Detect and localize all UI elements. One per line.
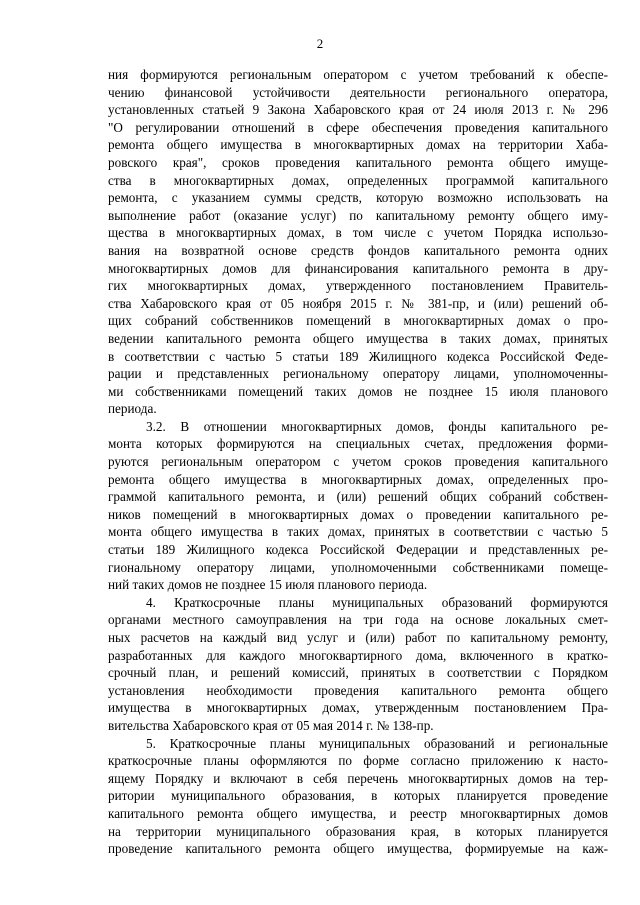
paragraph-4 <box>108 594 608 735</box>
text-line: монта которых формируются на специальных счетах, предложения форми- <box>108 436 608 452</box>
text-line: ния формируются региональным оператором с учетом требований к обеспе- <box>108 67 608 82</box>
text-line: руются региональным оператором с учетом сроков проведения капитального <box>108 454 608 470</box>
text-line: рации и представленных региональному оператору лицами, уполномоченны- <box>108 366 608 382</box>
text-line: разработанных для каждого многоквартирного дома, включенного в кратко- <box>108 647 608 663</box>
text-line: выполнение работ (оказание услуг) по капитальному ремонту общего иму- <box>108 207 608 223</box>
text-line: ритории муниципального образования, в которых планируется проведение <box>108 788 608 804</box>
text-line: ства в многоквартирных домах, определенных программой капитального <box>108 172 608 188</box>
text-line: гих многоквартирных домах, утвержденного постановлением Правитель- <box>108 278 608 294</box>
text-line: 3.2. В отношении многоквартирных домов, фонды капитального ре- <box>146 418 608 434</box>
paragraph-5 <box>108 735 608 858</box>
text-line: проведение капитального ремонта общего имущества, формируемые на каж- <box>108 841 608 857</box>
text-line: ровского края", сроков проведения капитального ремонта общего имуще- <box>108 154 608 170</box>
text-line: вительства Хабаровского края от 05 мая 2014 г. № 138-пр. <box>108 717 434 733</box>
text-line: ящему Порядку и включают в себя перечень многоквартирных домов на тер- <box>108 770 608 786</box>
text-line: установления необходимости проведения капитального ремонта общего <box>108 682 608 698</box>
text-line: краткосрочные планы оформляются по форме согласно приложению к насто- <box>108 753 608 769</box>
text-line: монта общего имущества в таких домах, принятых в соответствии с частью 5 <box>108 524 608 540</box>
text-line: ремонта общего имущества в многоквартирных домах, определенных про- <box>108 471 608 487</box>
text-line: ремонта общего имущества в многоквартирных домах на территории Хаба- <box>108 137 608 153</box>
page-number: 2 <box>316 36 324 51</box>
text-line: в соответствии с частью 5 статьи 189 Жилищного кодекса Российской Феде- <box>108 348 608 364</box>
text-line: 5. Краткосрочные планы муниципальных образований и региональные <box>146 735 608 751</box>
text-line: вания на возвратной основе средств фондов капитального ремонта одних <box>108 242 608 258</box>
text-line: гиональному оператору лицами, уполномоченными собственниками помеще- <box>108 559 608 575</box>
text-line: ний таких домов не позднее 15 июля планового периода. <box>108 577 428 593</box>
text-line: щих собраний собственников помещений в многоквартирных домах о про- <box>108 313 608 329</box>
text-line: периода. <box>108 401 157 417</box>
text-line: ведении капитального ремонта общего имущества в таких домах, принятых <box>108 330 608 346</box>
text-line: ства Хабаровского края от 05 ноября 2015 г. № 381-пр, и (или) решений об- <box>108 295 608 311</box>
paragraph-3-2 <box>108 418 608 594</box>
text-line: ников помещений в многоквартирных домах о проведении капитального ре- <box>108 506 608 522</box>
text-line: 4. Краткосрочные планы муниципальных образований формируются <box>146 594 608 610</box>
text-line: щества в многоквартирных домах, в том числе с учетом Порядка использо- <box>108 225 608 241</box>
document-body <box>108 66 608 858</box>
text-line: на территории муниципального образования края, в которых планируется <box>108 823 608 839</box>
text-line: "О регулировании отношений в сфере обеспечения проведения капитального <box>108 119 608 135</box>
text-line: капитального ремонта общего имущества, и реестр многоквартирных домов <box>108 805 608 821</box>
text-line: многоквартирных домов для финансирования капитального ремонта в дру- <box>108 260 608 276</box>
text-line: статьи 189 Жилищного кодекса Российской Федерации и представленных ре- <box>108 542 608 558</box>
text-line: органами местного самоуправления на три года на основе локальных смет- <box>108 612 608 628</box>
text-line: имущества в многоквартирных домах, утвержденным постановлением Пра- <box>108 700 608 716</box>
text-line: срочный план, и решений комиссий, принятых в соответствии с Порядком <box>108 665 608 681</box>
text-line: ремонта, с указанием суммы средств, которую возможно использовать на <box>108 190 608 206</box>
text-line: ми собственниками помещений таких домов не позднее 15 июля планового <box>108 383 608 399</box>
paragraph-continuation <box>108 66 608 418</box>
text-line: чению финансовой устойчивости деятельности регионального оператора, <box>108 84 608 100</box>
text-line: установленных статьей 9 Закона Хабаровского края от 24 июля 2013 г. № 296 <box>108 102 608 118</box>
text-line: граммой капитального ремонта, и (или) решений общих собраний собствен- <box>108 489 608 505</box>
text-line: ных расчетов на каждый вид услуг и (или) работ по капитальному ремонту, <box>108 630 608 645</box>
